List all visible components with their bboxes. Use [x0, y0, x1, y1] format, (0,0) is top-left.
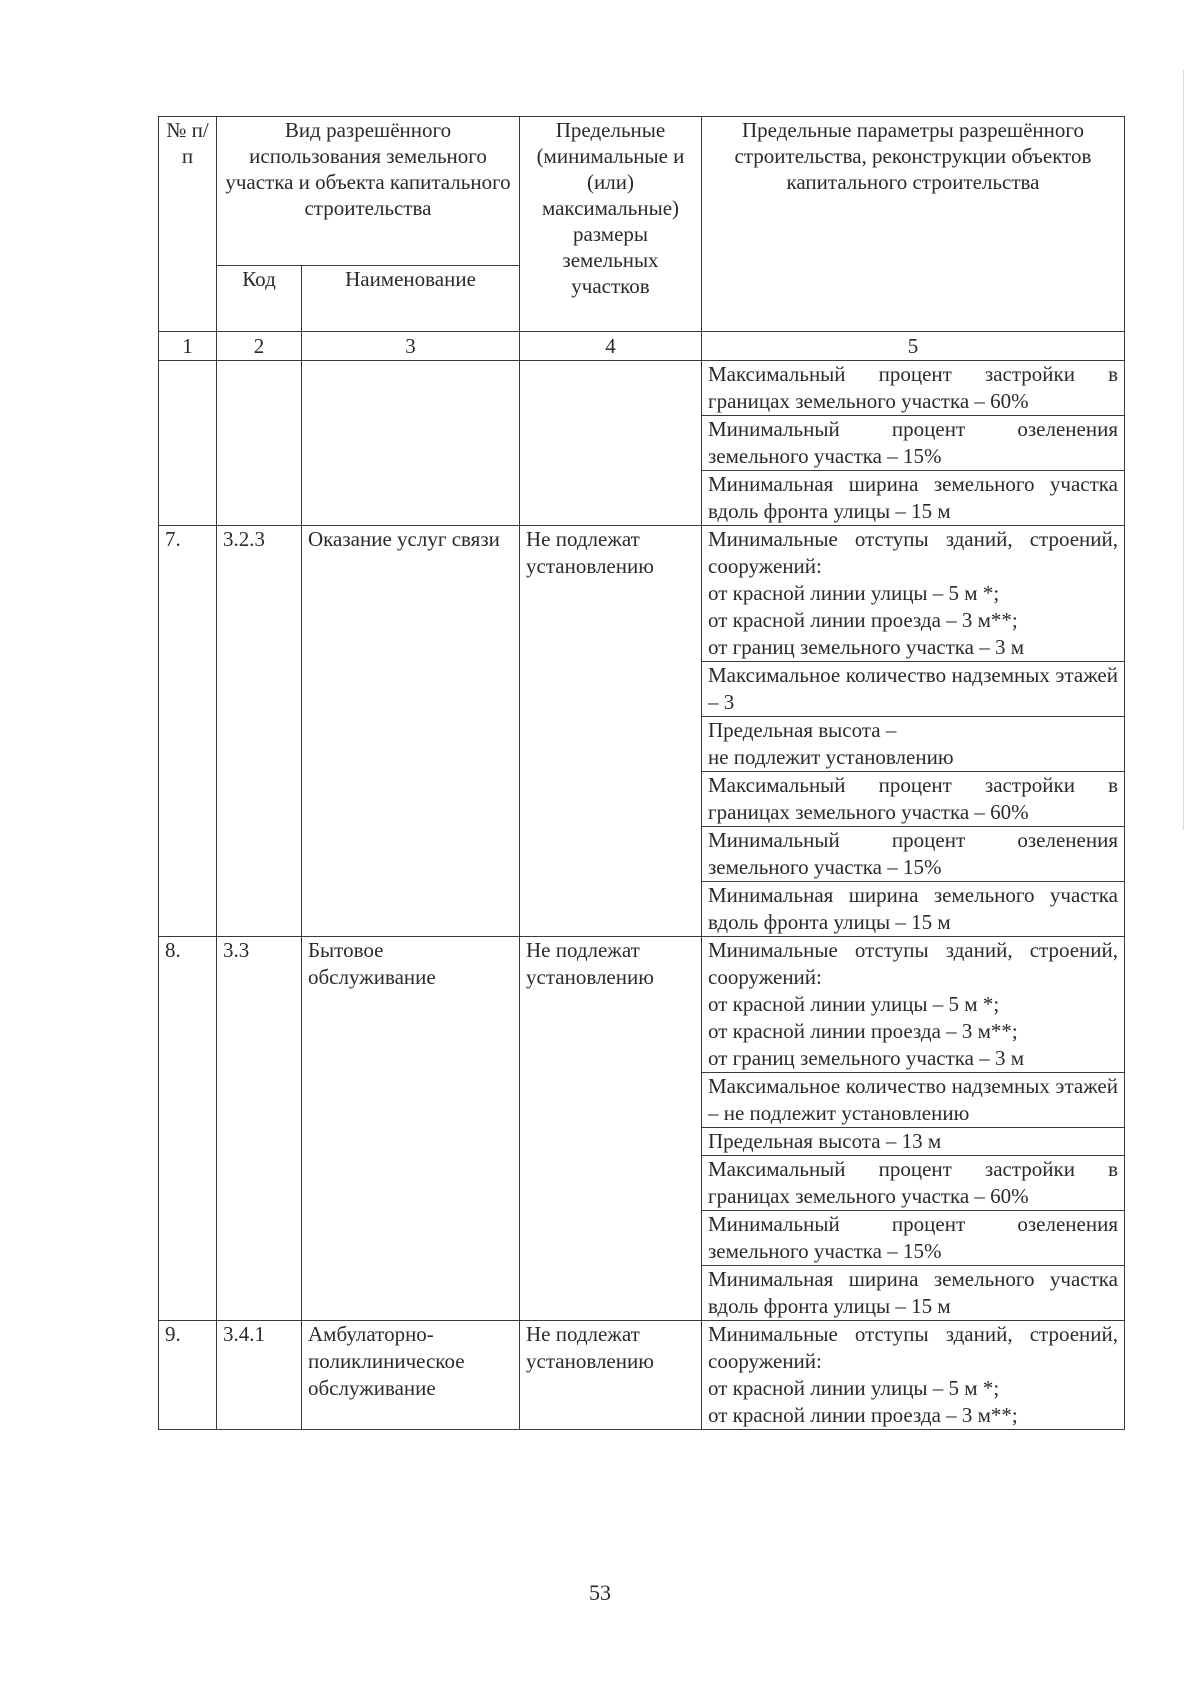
cell-num: 7. — [159, 526, 217, 937]
col-number-2: 2 — [217, 332, 302, 361]
page-number: 53 — [589, 1580, 611, 1605]
cell-code: 3.2.3 — [217, 526, 302, 937]
cell-num — [159, 361, 217, 526]
scan-margin-line — [1183, 70, 1184, 830]
col-number-1: 1 — [159, 332, 217, 361]
header-code: Код — [217, 266, 302, 332]
cell-params — [702, 1321, 1125, 1430]
col-number-3: 3 — [302, 332, 520, 361]
cell-code: 3.3 — [217, 937, 302, 1321]
cell-code — [217, 361, 302, 526]
param-item: Максимальный процент застройки в границах земельного участка – 60% — [702, 1156, 1124, 1211]
param-item: Максимальное количество надземных этажей – не подлежит установлению — [702, 1073, 1124, 1128]
param-item: Минимальные отступы зданий, строений, сооружений: от красной линии улицы – 5 м *; от красной линии проезда – 3 м**; от границ земельного участка – 3 м — [702, 937, 1124, 1073]
land-use-table — [158, 116, 1125, 1430]
cell-name: Амбулаторно-поликлиническое обслуживание — [302, 1321, 520, 1430]
param-item: Максимальный процент застройки в границах земельного участка – 60% — [702, 361, 1124, 416]
col-number-5: 5 — [702, 332, 1125, 361]
header-params: Предельные параметры разрешённого строительства, реконструкции объектов капитального строительства — [702, 117, 1125, 332]
param-item: Минимальный процент озеленения земельного участка – 15% — [702, 1211, 1124, 1266]
header-name: Наименование — [302, 266, 520, 332]
cell-name: Оказание услуг связи — [302, 526, 520, 937]
table-row — [159, 526, 1125, 937]
column-numbers-row — [159, 332, 1125, 361]
cell-num: 8. — [159, 937, 217, 1321]
param-item: Минимальный процент озеленения земельного участка – 15% — [702, 827, 1124, 882]
table-row — [159, 1321, 1125, 1430]
cell-params — [702, 526, 1125, 937]
param-item: Минимальные отступы зданий, строений, сооружений: от красной линии улицы – 5 м *; от красной линии проезда – 3 м**; — [708, 1322, 1118, 1427]
param-item: Максимальное количество надземных этажей – 3 — [702, 662, 1124, 717]
param-item: Минимальный процент озеленения земельного участка – 15% — [702, 416, 1124, 471]
param-item: Предельная высота – 13 м — [702, 1128, 1124, 1156]
cell-size: Не подлежат установлению — [520, 1321, 702, 1430]
param-item: Максимальный процент застройки в границах земельного участка – 60% — [702, 772, 1124, 827]
cell-num: 9. — [159, 1321, 217, 1430]
param-item: Минимальные отступы зданий, строений, сооружений: от красной линии улицы – 5 м *; от красной линии проезда – 3 м**; от границ земельного участка – 3 м — [702, 526, 1124, 662]
cell-name: Бытовое обслуживание — [302, 937, 520, 1321]
header-vid: Вид разрешённого использования земельного участка и объекта капитального строительства — [217, 117, 520, 266]
cell-params — [702, 361, 1125, 526]
table-row — [159, 937, 1125, 1321]
cell-params — [702, 937, 1125, 1321]
table-row-continued — [159, 361, 1125, 526]
param-item: Минимальная ширина земельного участка вдоль фронта улицы – 15 м — [708, 472, 1118, 523]
param-item: Минимальная ширина земельного участка вдоль фронта улицы – 15 м — [708, 1267, 1118, 1318]
param-item: Предельная высота – не подлежит установлению — [702, 717, 1124, 772]
param-item: Минимальная ширина земельного участка вдоль фронта улицы – 15 м — [708, 883, 1118, 934]
cell-size: Не подлежат установлению — [520, 526, 702, 937]
cell-name — [302, 361, 520, 526]
header-size: Предельные (минимальные и (или) максимальные) размеры земельных участков — [520, 117, 702, 332]
col-number-4: 4 — [520, 332, 702, 361]
cell-size — [520, 361, 702, 526]
header-num: № п/п — [159, 117, 217, 332]
header-row-1 — [159, 117, 1125, 266]
cell-size: Не подлежат установлению — [520, 937, 702, 1321]
cell-code: 3.4.1 — [217, 1321, 302, 1430]
